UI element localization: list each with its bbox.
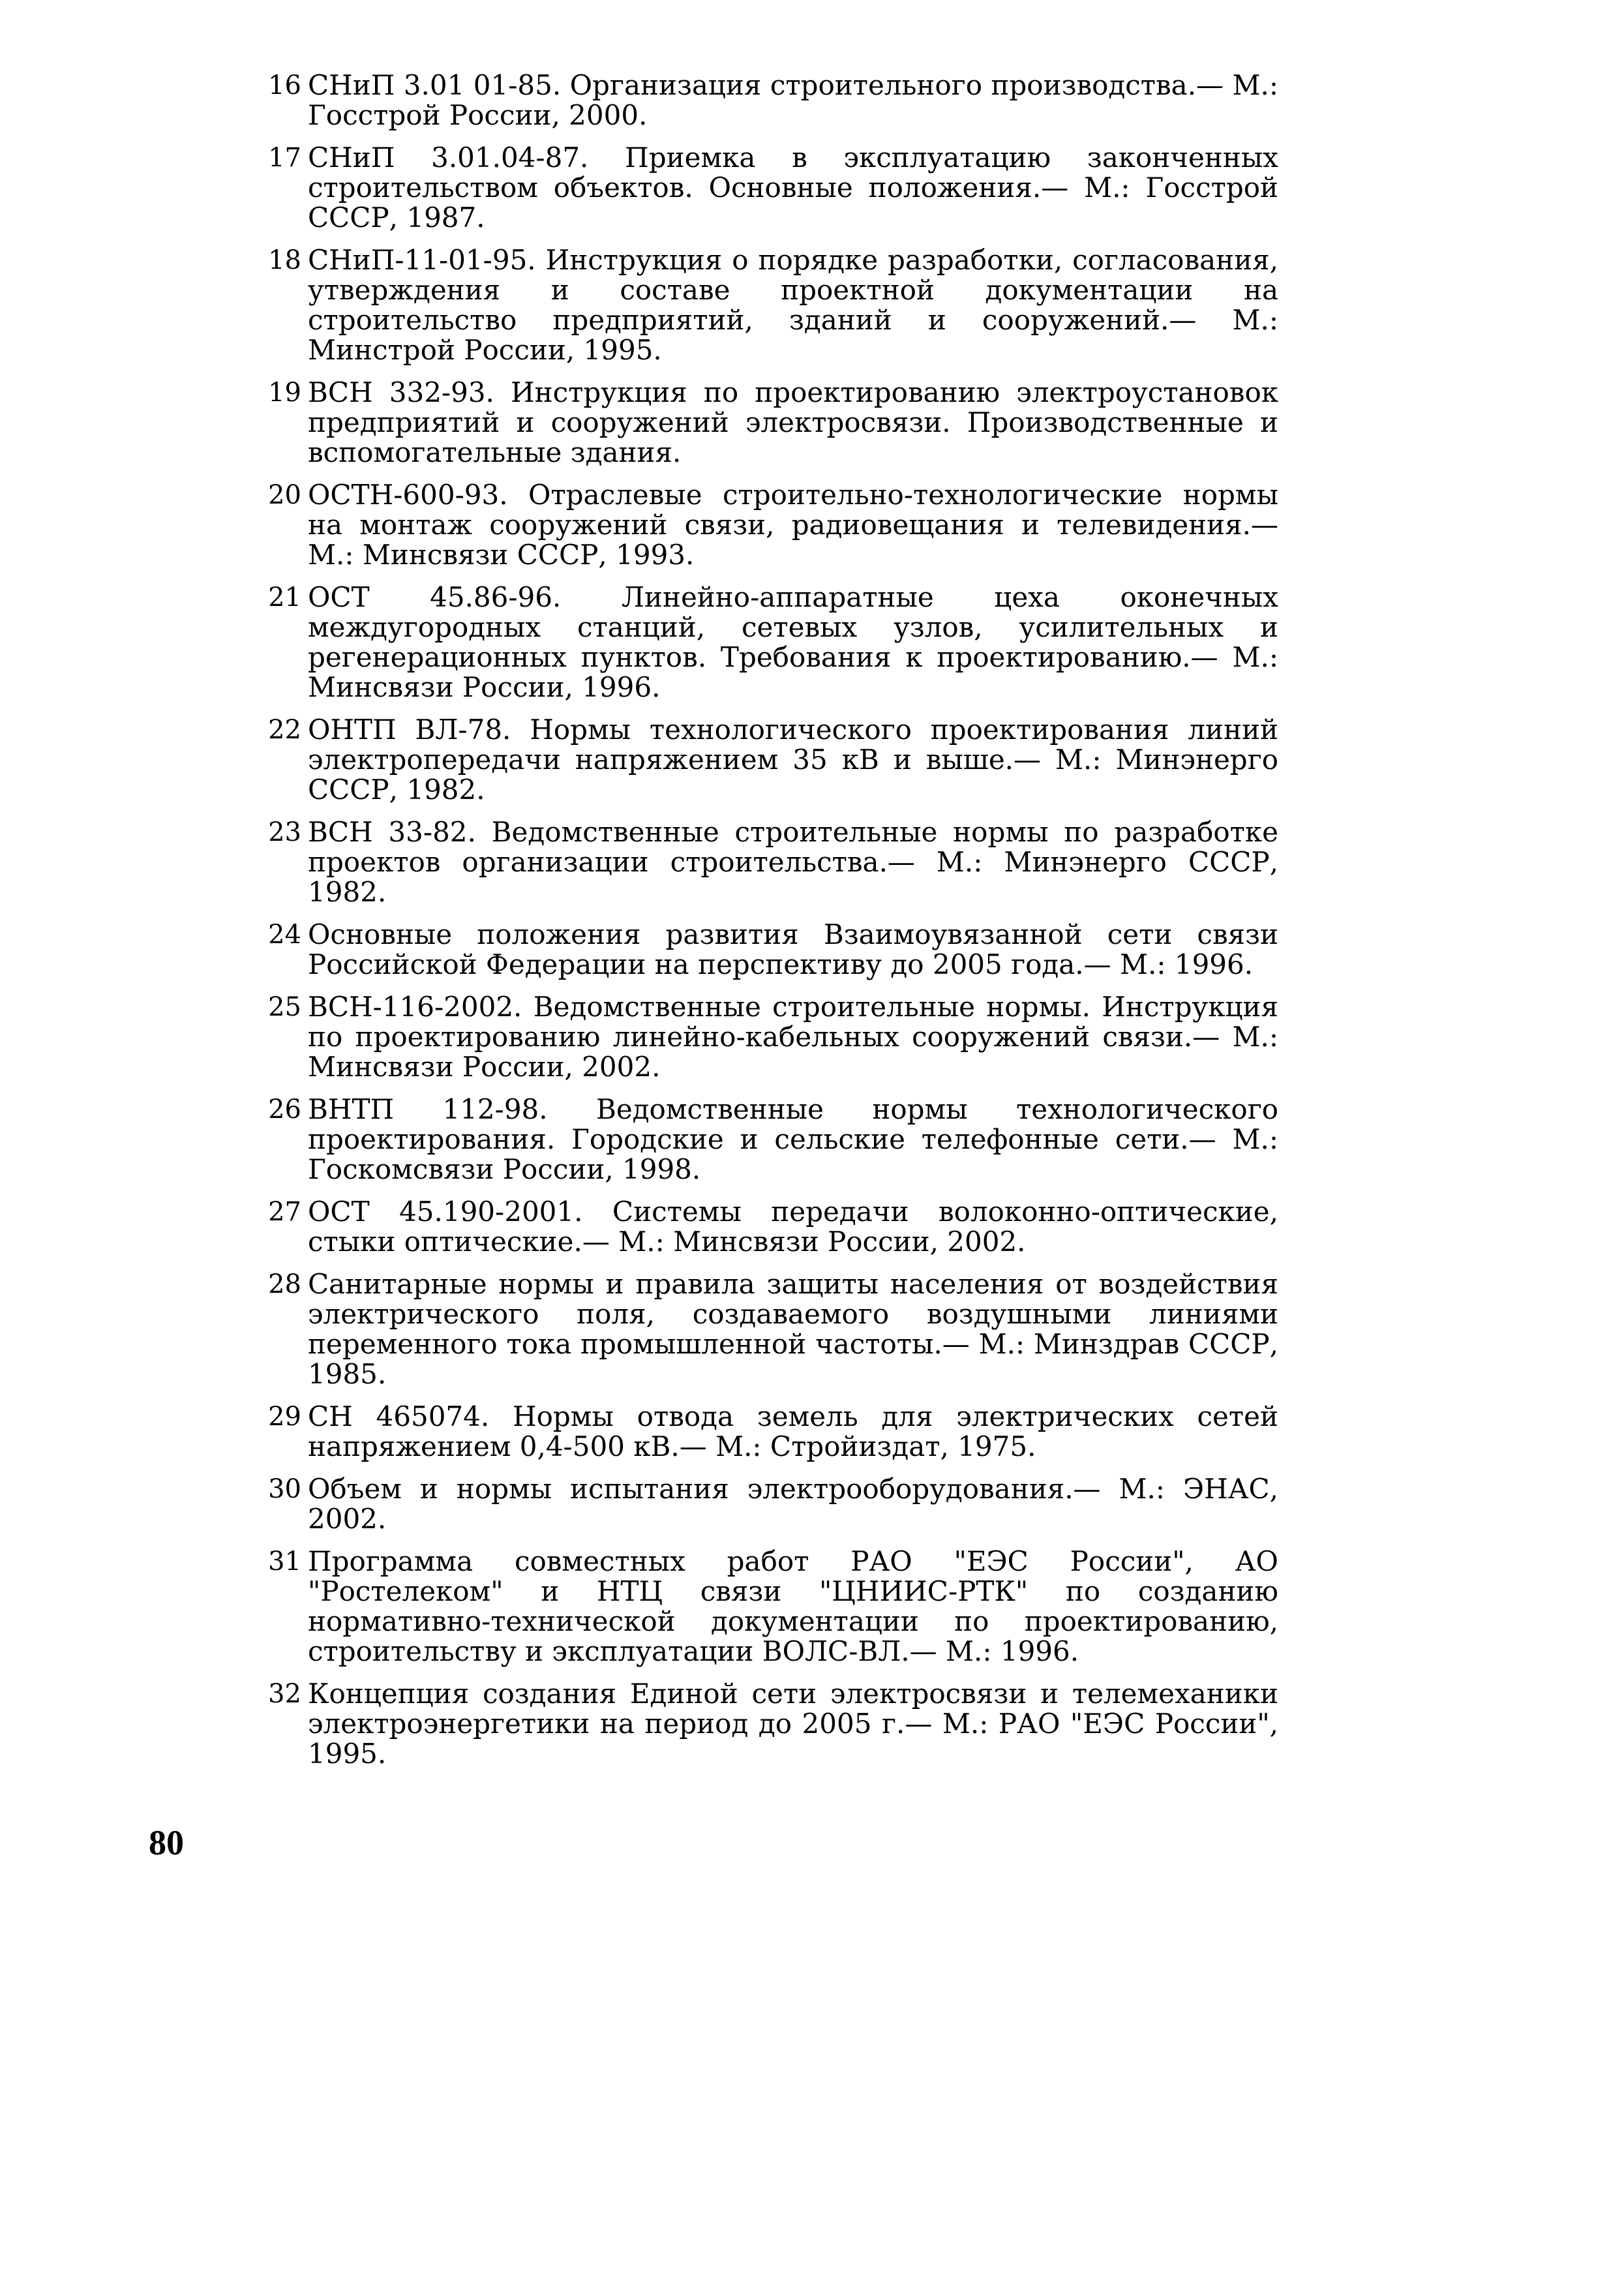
reference-number: 24: [268, 920, 301, 950]
reference-text: ОСТ 45.190-2001. Системы передачи волоконно-оптические, стыки оптические.— М.: Минсвязи России, 2002.: [308, 1196, 1278, 1258]
page-number: 80: [149, 1823, 184, 1862]
reference-number: 27: [268, 1197, 301, 1227]
reference-text: ВСН 33-82. Ведомственные строительные нормы по разработке проектов организации строительства.— М.: Минэнерго СССР, 1982.: [308, 816, 1278, 908]
reference-number: 29: [268, 1402, 301, 1432]
reference-text: Объем и нормы испытания электрооборудования.— М.: ЭНАС, 2002.: [308, 1473, 1278, 1535]
reference-item: [254, 1402, 1278, 1462]
reference-text: ОСТ 45.86-96. Линейно-аппаратные цеха оконечных междугородных станций, сетевых узлов, усилительных и регенерационных пунктов. Требования к проектированию.— М.: Минсвязи России, 1996.: [308, 581, 1278, 703]
reference-number: 26: [268, 1095, 301, 1125]
reference-number: 31: [268, 1547, 301, 1577]
reference-text: ВСН 332-93. Инструкция по проектированию электроустановок предприятий и сооружений электросвязи. Производственные и вспомогательные здания.: [308, 376, 1278, 468]
reference-text: СНиП 3.01.04-87. Приемка в эксплуатацию законченных строительством объектов. Основные положения.— М.: Госстрой СССР, 1987.: [308, 142, 1278, 234]
reference-text: ОНТП ВЛ-78. Нормы технологического проектирования линий электропередачи напряжением 35 кВ и выше.— М.: Минэнерго СССР, 1982.: [308, 714, 1278, 806]
reference-item: [254, 70, 1278, 130]
reference-item: [254, 1547, 1278, 1667]
reference-text: ВНТП 112-98. Ведомственные нормы технологического проектирования. Городские и сельские телефонные сети.— М.: Госкомсвязи России, 1998.: [308, 1093, 1278, 1185]
reference-item: [254, 817, 1278, 907]
reference-number: 19: [268, 378, 301, 408]
reference-number: 28: [268, 1269, 301, 1299]
reference-number: 22: [268, 715, 301, 745]
reference-text: ВСН-116-2002. Ведомственные строительные нормы. Инструкция по проектированию линейно-кабельных сооружений связи.— М.: Минсвязи России, 2002.: [308, 991, 1278, 1083]
reference-item: [254, 143, 1278, 233]
reference-number: 20: [268, 480, 301, 510]
reference-item: [254, 1197, 1278, 1257]
reference-text: Программа совместных работ РАО "ЕЭС России", АО "Ростелеком" и НТЦ связи "ЦНИИС-РТК" по созданию нормативно-технической документации по проектированию, строительству и эксплуатации ВОЛС-ВЛ.— М.: 1996.: [308, 1545, 1278, 1667]
reference-number: 17: [268, 143, 301, 173]
reference-text: Концепция создания Единой сети электросвязи и телемеханики электроэнергетики на период до 2005 г.— М.: РАО "ЕЭС России", 1995.: [308, 1678, 1278, 1770]
reference-number: 30: [268, 1474, 301, 1504]
reference-item: [254, 1269, 1278, 1389]
reference-item: [254, 480, 1278, 570]
reference-item: [254, 715, 1278, 805]
reference-item: [254, 1095, 1278, 1185]
reference-text: СНиП 3.01 01-85. Организация строительного производства.— М.: Госстрой России, 2000.: [308, 69, 1278, 131]
reference-list: [254, 70, 1278, 1781]
reference-item: [254, 582, 1278, 702]
reference-item: [254, 378, 1278, 468]
reference-item: [254, 992, 1278, 1082]
reference-number: 25: [268, 992, 301, 1022]
reference-number: 18: [268, 245, 301, 275]
reference-item: [254, 245, 1278, 365]
reference-text: ОСТН-600-93. Отраслевые строительно-технологические нормы на монтаж сооружений связи, радиовещания и телевидения.— М.: Минсвязи СССР, 1993.: [308, 479, 1278, 571]
reference-number: 23: [268, 817, 301, 847]
reference-number: 16: [268, 70, 301, 100]
reference-number: 32: [268, 1679, 301, 1709]
reference-text: СН 465074. Нормы отвода земель для электрических сетей напряжением 0,4-500 кВ.— М.: Стройиздат, 1975.: [308, 1400, 1278, 1462]
reference-item: [254, 920, 1278, 980]
reference-text: Санитарные нормы и правила защиты населения от воздействия электрического поля, создаваемого воздушными линиями переменного тока промышленной частоты.— М.: Минздрав СССР, 1985.: [308, 1268, 1278, 1390]
reference-item: [254, 1679, 1278, 1769]
reference-text: Основные положения развития Взаимоувязанной сети связи Российской Федерации на перспективу до 2005 года.— М.: 1996.: [308, 918, 1278, 980]
reference-item: [254, 1474, 1278, 1534]
reference-number: 21: [268, 582, 301, 612]
reference-text: СНиП-11-01-95. Инструкция о порядке разработки, согласования, утверждения и составе проектной документации на строительство предприятий, зданий и сооружений.— М.: Минстрой России, 1995.: [308, 244, 1278, 366]
